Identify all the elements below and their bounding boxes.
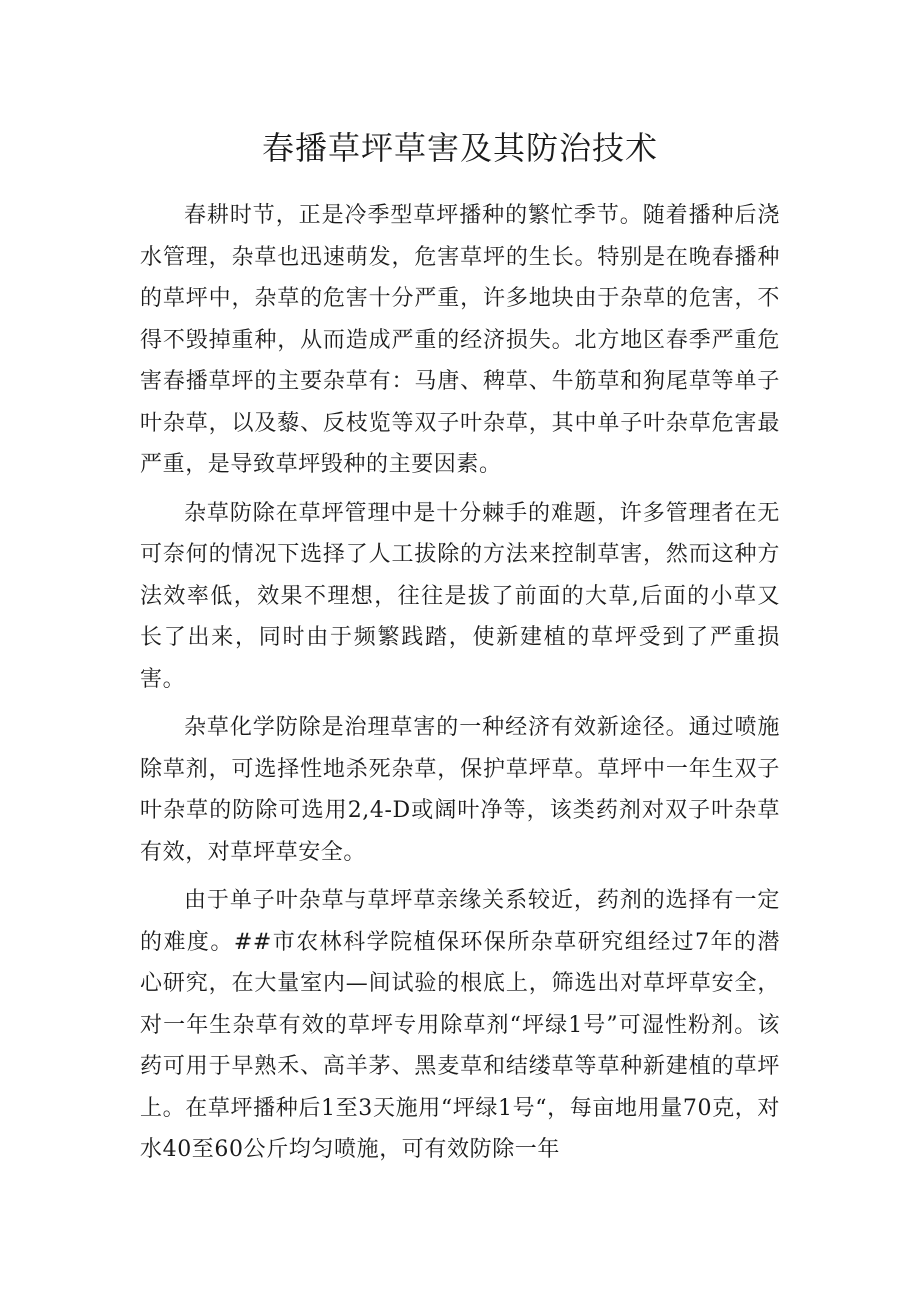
document-title: 春播草坪草害及其防治技术 <box>261 129 658 167</box>
document-body <box>140 195 780 1171</box>
paragraph-4: 由于单子叶杂草与草坪草亲缘关系较近，药剂的选择有一定的难度。##市农林科学院植保环保所杂草研究组经过7年的潜心研究，在大量室内—间试验的根底上，筛选出对草坪草安全，对一年生杂草有效的草坪专用除草剂“坪绿1号”可湿性粉剂。该药可用于早熟禾、高羊茅、黑麦草和结缕草等草种新建植的草坪上。在草坪播种后1至3天施用“坪绿1号“，每亩地用量70克，对水40至60公斤均匀喷施，可有效防除一年 <box>140 888 780 1162</box>
paragraph-1: 春耕时节，正是冷季型草坪播种的繁忙季节。随着播种后浇水管理，杂草也迅速萌发，危害草坪的生长。特别是在晚春播种的草坪中，杂草的危害十分严重，许多地块由于杂草的危害，不得不毁掉重种，从而造成严重的经济损失。北方地区春季严重危害春播草坪的主要杂草有：马唐、稗草、牛筋草和狗尾草等单子叶杂草，以及藜、反枝览等双子叶杂草，其中单子叶杂草危害最严重，是导致草坪毁种的主要因素。 <box>140 203 780 477</box>
paragraph-2: 杂草防除在草坪管理中是十分棘手的难题，许多管理者在无可奈何的情况下选择了人工拔除的方法来控制草害，然而这种方法效率低，效果不理想，往往是拔了前面的大草,后面的小草又长了出来，同时由于频繁践踏，使新建植的草坪受到了严重损害。 <box>140 500 780 692</box>
paragraph-3: 杂草化学防除是治理草害的一种经济有效新途径。通过喷施除草剂，可选择性地杀死杂草，保护草坪草。草坪中一年生双子叶杂草的防除可选用2,4-D或阔叶净等，该类药剂对双子叶杂草有效，对草坪草安全。 <box>140 715 780 865</box>
